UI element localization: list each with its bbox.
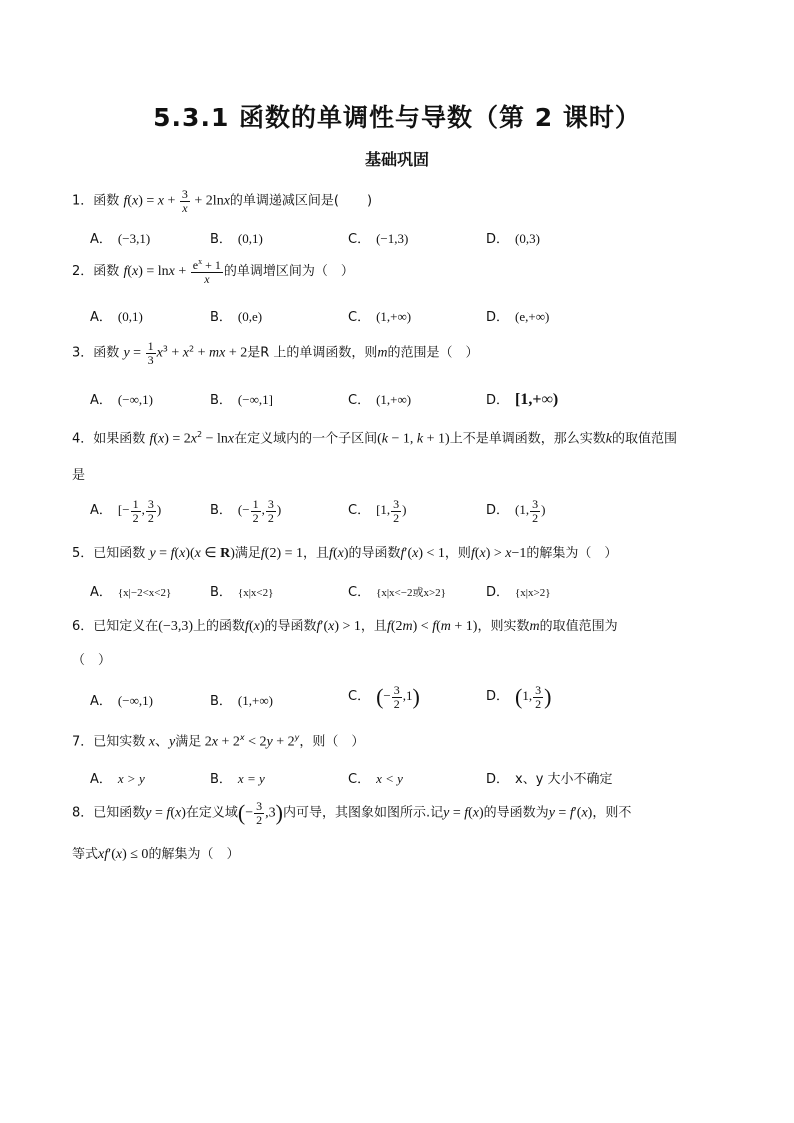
question-text: 是	[72, 468, 86, 483]
question-text: 的范围是（ ）	[387, 345, 479, 361]
question-text: 如果函数	[93, 431, 146, 447]
option-d[interactable]: D． [1,+∞)	[486, 391, 559, 408]
option-c[interactable]: C． (1,+∞)	[348, 392, 412, 408]
options-1	[90, 228, 730, 252]
question-4-cont	[72, 468, 724, 485]
question-text: 的取值范围	[611, 431, 677, 447]
question-text: 是R 上的单调函数，则	[247, 345, 378, 361]
option-c[interactable]: C． (−1,3)	[348, 231, 409, 247]
question-4: 4．如果函数 $f(x) = 2x^2 - \ln x$在定义域内的一个子区间(k − 1, k + 1)上不是单调函数，那么实数k的取值范围	[72, 430, 677, 447]
question-text: ，则实数	[477, 619, 530, 634]
option-b[interactable]: B． x = y	[210, 771, 265, 787]
question-text: 的解集为（ ）	[148, 847, 240, 862]
question-text: ，则（ ）	[299, 734, 365, 750]
fraction: $\frac{e^x + 1}{x}$	[192, 257, 221, 286]
question-number: 7．	[72, 734, 94, 750]
question-text: 函数	[93, 264, 120, 280]
fraction: $\frac{1}{3}$	[147, 339, 154, 367]
options-5	[90, 581, 730, 605]
option-c[interactable]: C． {x|x<−2或x>2}	[348, 585, 446, 600]
question-text: 上的函数	[193, 619, 246, 634]
question-text: 内可导，其图象如图所示.记	[282, 805, 444, 821]
question-2: 2．函数 f(x) = lnx + $\frac{e^x + 1}{x}$ 的单调增区间为（ ）	[72, 257, 354, 286]
question-text: 的单调增区间为（ ）	[223, 264, 354, 280]
question-text: 的导函数	[264, 619, 317, 634]
question-8-cont: 等式xf′(x) ≤ 0的解集为（ ）	[72, 847, 240, 862]
option-b[interactable]: B． (1,+∞)	[210, 693, 273, 709]
question-text: 已知函数	[93, 546, 146, 561]
question-number: 2．	[72, 264, 94, 280]
options-4	[90, 498, 730, 534]
option-b[interactable]: B． (0,1)	[210, 231, 263, 247]
question-5: 5．已知函数 y = f(x)(x ∈ R)满足f(2) = 1，且f(x)的导函数f′(x) < 1，则f(x) > x−1的解集为（ ）	[72, 546, 618, 561]
section-subtitle: 基础巩固	[364, 150, 429, 169]
option-d[interactable]: D． {x|x>2}	[486, 585, 551, 600]
options-3	[90, 389, 730, 413]
question-number: 6．	[72, 619, 94, 634]
options-7	[90, 768, 730, 792]
question-text: )	[367, 193, 373, 209]
fraction: $\frac{3}{x}$	[181, 187, 188, 215]
question-text: ，且	[360, 619, 387, 634]
question-3: 3．函数 y = $\frac{1}{3}$ $x^3 + x^2$ + mx + 2是R 上的单调函数，则m的范围是（ ）	[72, 339, 479, 367]
options-6	[90, 684, 730, 720]
option-c[interactable]: C． (1,+∞)	[348, 309, 412, 325]
page-title: 5.3.1 函数的单调性与导数（第 2 课时）	[153, 103, 641, 132]
option-c[interactable]: C． x < y	[348, 771, 403, 787]
option-b[interactable]: B． (0,e)	[210, 309, 263, 325]
formula: f	[123, 193, 128, 209]
question-text: 满足	[175, 734, 202, 750]
question-7: 7．已知实数 x、y满足 $2x + 2^x < 2y + 2^y$，则（ ）	[72, 733, 365, 750]
question-number: 1．	[72, 193, 94, 209]
question-text: 上不是单调函数，那么实数	[449, 431, 606, 447]
option-a[interactable]: A． (−∞,1)	[90, 392, 153, 408]
question-text: ，则不	[592, 805, 632, 821]
option-a[interactable]: A． x > y	[90, 771, 145, 787]
option-a[interactable]: A． (−∞,1)	[90, 693, 153, 709]
question-text: 已知定义在	[93, 619, 159, 634]
option-b[interactable]: B． (− $\frac{1}{2}$ , $\frac{3}{2}$ )	[210, 497, 282, 525]
option-a[interactable]: A． [− $\frac{1}{2}$ , $\frac{3}{2}$ )	[90, 497, 162, 525]
option-c[interactable]: C． (− $\frac{3}{2}$ ,1)	[348, 683, 420, 711]
option-b[interactable]: B． {x|x<2}	[210, 585, 274, 600]
question-1: 1．函数 f(x) = x + $\frac{3}{x}$ + 2lnx的单调递减区间是( )	[72, 187, 373, 215]
option-c[interactable]: C． [1, $\frac{3}{2}$ )	[348, 497, 407, 525]
option-d[interactable]: D． (0,3)	[486, 231, 540, 247]
question-number: 4．	[72, 431, 94, 447]
question-text: 函数	[93, 193, 120, 209]
question-text: 在定义域	[185, 805, 238, 821]
question-number: 8．	[72, 805, 94, 821]
question-text: 的单调递减区间是(	[229, 193, 339, 209]
question-text: 已知实数	[93, 734, 146, 750]
question-text: ，则	[444, 546, 471, 561]
question-text: 已知函数	[93, 805, 146, 821]
option-d[interactable]: D． (1, $\frac{3}{2}$ )	[486, 683, 552, 711]
question-text: ，且	[303, 546, 330, 561]
question-text: （ ）	[72, 653, 112, 668]
option-b[interactable]: B． (−∞,1]	[210, 392, 273, 408]
question-6-cont	[72, 653, 724, 670]
option-a[interactable]: A． {x|−2<x<2}	[90, 585, 172, 600]
option-d[interactable]: D． (1, $\frac{3}{2}$ )	[486, 497, 546, 525]
option-a[interactable]: A． (−3,1)	[90, 231, 151, 247]
question-number: 3．	[72, 345, 94, 361]
options-2	[90, 306, 730, 330]
question-text: 的导函数为	[483, 805, 549, 821]
option-d[interactable]: D． (e,+∞)	[486, 309, 550, 325]
option-d[interactable]: D． x、y 大小不确定	[486, 772, 613, 787]
question-text: 的取值范围为	[539, 619, 618, 634]
question-text: 满足	[234, 546, 261, 561]
question-number: 5．	[72, 546, 94, 561]
question-text: 在定义域内的一个子区间	[234, 431, 378, 447]
question-text: 函数	[93, 345, 120, 361]
option-a[interactable]: A． (0,1)	[90, 309, 143, 325]
question-text: 等式	[72, 847, 99, 862]
question-text: 的导函数	[348, 546, 401, 561]
question-6: 6．已知定义在(−3,3)上的函数f(x)的导函数f′(x) > 1，且f(2m) < f(m + 1)，则实数m的取值范围为	[72, 619, 618, 634]
question-text: 的解集为（ ）	[526, 546, 618, 561]
question-8: 8．已知函数y = f(x)在定义域(− $\frac{3}{2}$ ,3)内可导，其图象如图所示.记y = f(x)的导函数为y = f′(x)，则不	[72, 799, 632, 827]
